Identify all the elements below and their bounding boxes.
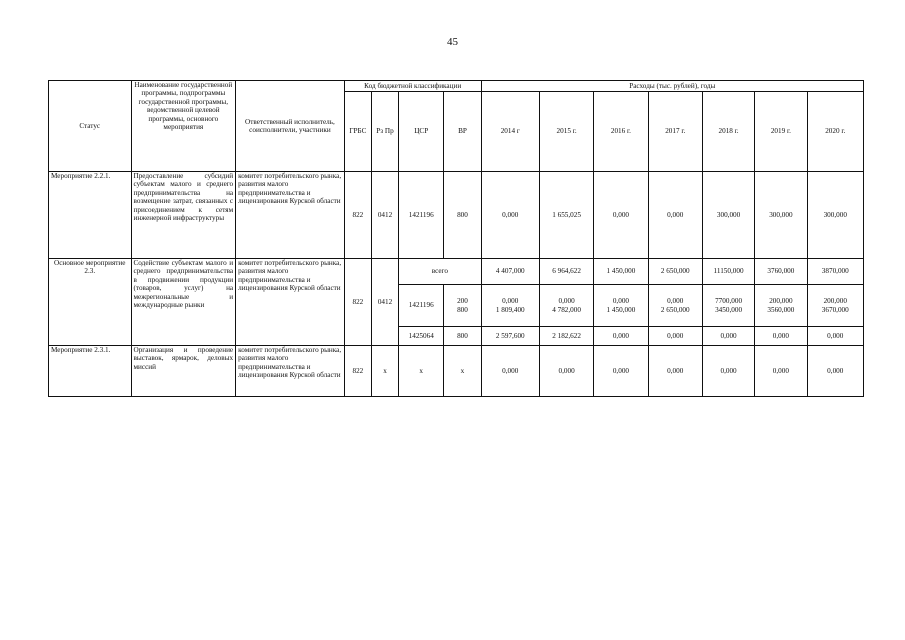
value-cell: 0,000 [648,327,702,346]
header-vr: ВР [444,92,481,172]
value-cell: 6 964,622 [539,259,593,285]
value-cell: 7700,000 3450,000 [702,285,754,327]
value-cell: 2 182,622 [539,327,593,346]
csr-cell: 1421196 [399,285,444,327]
grbs-cell: 822 [344,259,371,346]
grbs-cell: 822 [344,172,371,259]
header-responsible: Ответственный исполнитель, соисполнители, участники [236,81,345,172]
vr-cell: 800 [444,327,481,346]
value-cell: 0,000 [481,172,539,259]
value-cell: 0,000 [594,346,648,397]
program-name-cell: Организация и проведение выставок, ярмарок, деловых миссий [131,346,236,397]
value-cell: 0,000 [594,327,648,346]
value-cell: 3870,000 [807,259,863,285]
value-cell: 0,000 2 650,000 [648,285,702,327]
header-status: Статус [49,81,132,172]
value-cell: 0,000 [481,346,539,397]
header-csr: ЦСР [399,92,444,172]
program-name-cell: Содействие субъектам малого и среднего предпринимательства в продвижении продукции (товаров, услуг) на межрегиональные и международные рынки [131,259,236,346]
status-cell: Мероприятие 2.3.1. [49,346,132,397]
grbs-cell: 822 [344,346,371,397]
value-cell: 2 597,600 [481,327,539,346]
responsible-cell: комитет потребительского рынка, развития малого предпринимательства и лицензирования Курской области [236,346,345,397]
vr-cell: 800 [444,172,481,259]
value-cell: 300,000 [702,172,754,259]
header-program-name: Наименование государственной программы, подпрограммы государственной программы, ведомственной целевой программы, основного мероприятия [131,81,236,172]
value-cell: 0,000 [648,172,702,259]
value-cell: 0,000 4 782,000 [539,285,593,327]
header-budget-code: Код бюджетной классификации [344,81,481,92]
value-cell: 0,000 [702,327,754,346]
rzpr-cell: 0412 [371,172,398,259]
csr-cell: 1421196 [399,172,444,259]
value-cell: 300,000 [755,172,807,259]
responsible-cell: комитет потребительского рынка, развития малого предпринимательства и лицензирования Курской области [236,172,345,259]
header-expenses: Расходы (тыс. рублей), годы [481,81,863,92]
value-cell: 3760,000 [755,259,807,285]
total-label-cell: всего [399,259,481,285]
csr-cell: х [399,346,444,397]
value-cell: 11150,000 [702,259,754,285]
header-rzpr: Рз Пр [371,92,398,172]
header-grbs: ГРБС [344,92,371,172]
responsible-cell: комитет потребительского рынка, развития малого предпринимательства и лицензирования Курской области [236,259,345,346]
table-row [49,172,864,259]
header-row-1 [49,81,864,92]
header-year-2015: 2015 г. [539,92,593,172]
value-cell: 0,000 [539,346,593,397]
value-cell: 0,000 [755,346,807,397]
header-year-2020: 2020 г. [807,92,863,172]
value-cell: 0,000 [594,172,648,259]
page-number: 45 [447,36,458,48]
header-year-2019: 2019 г. [755,92,807,172]
header-year-2016: 2016 г. [594,92,648,172]
header-year-2017: 2017 г. [648,92,702,172]
table-row [49,259,864,285]
header-year-2014: 2014 г [481,92,539,172]
value-cell: 0,000 [702,346,754,397]
rzpr-cell: 0412 [371,259,398,346]
program-name-cell: Предоставление субсидий субъектам малого и среднего предпринимательства на возмещение затрат, связанных с присоединением к сетям инженерной инфраструктуры [131,172,236,259]
rzpr-cell: х [371,346,398,397]
value-cell: 300,000 [807,172,863,259]
budget-table [48,80,864,397]
header-year-2018: 2018 г. [702,92,754,172]
value-cell: 0,000 1 809,400 [481,285,539,327]
value-cell: 0,000 [807,327,863,346]
value-cell: 0,000 [807,346,863,397]
table-row [49,346,864,397]
value-cell: 2 650,000 [648,259,702,285]
value-cell: 4 407,000 [481,259,539,285]
value-cell: 0,000 [755,327,807,346]
status-cell: Основное мероприятие 2.3. [49,259,132,346]
value-cell: 200,000 3670,000 [807,285,863,327]
status-cell: Мероприятие 2.2.1. [49,172,132,259]
csr-cell: 1425064 [399,327,444,346]
value-cell: 0,000 [648,346,702,397]
value-cell: 200,000 3560,000 [755,285,807,327]
vr-cell: 200 800 [444,285,481,327]
value-cell: 1 655,025 [539,172,593,259]
value-cell: 0,000 1 450,000 [594,285,648,327]
vr-cell: х [444,346,481,397]
value-cell: 1 450,000 [594,259,648,285]
